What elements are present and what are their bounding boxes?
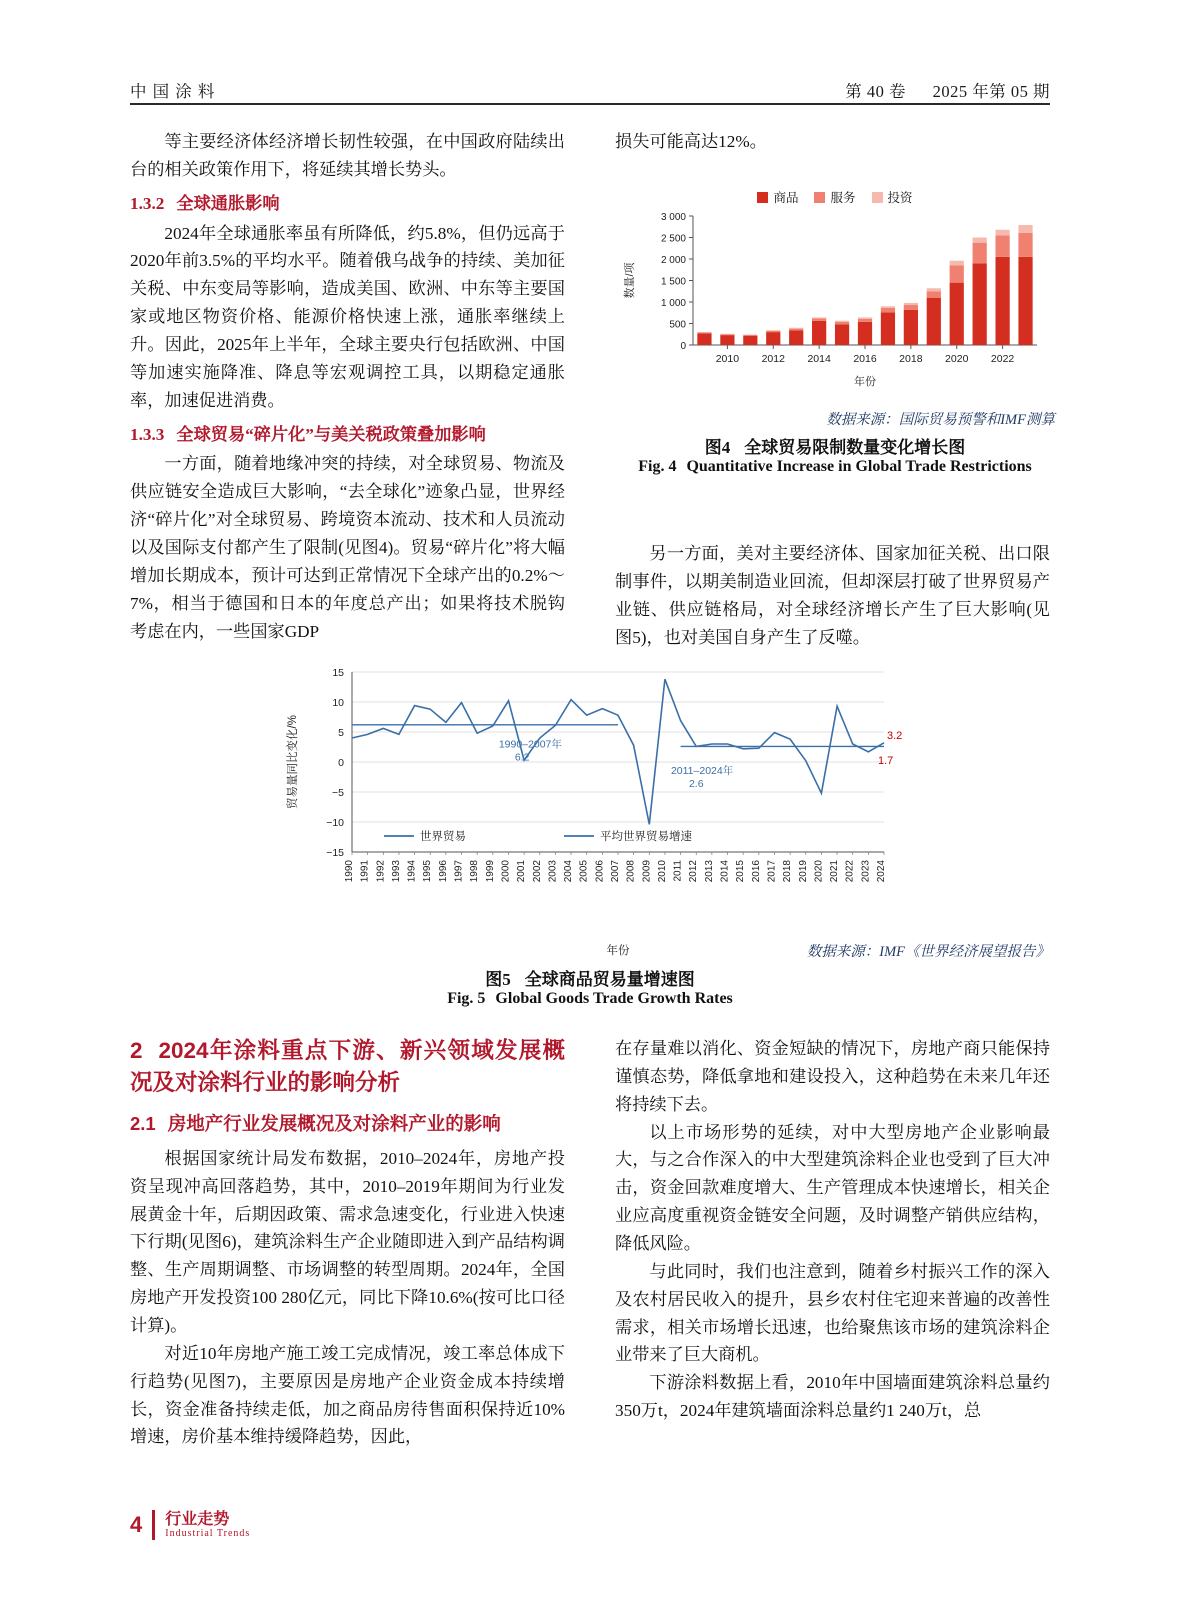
issue-info: [823, 78, 1050, 102]
legend-item-goods: [757, 188, 798, 206]
paragraph: 另一方面，美对主要经济体、国家加征关税、出口限制事件，以期美制造业回流，但却深层打破了世界贸易产业链、供应链格局，对全球经济增长产生了巨大影响(见图5)，也对美国自身产生了反噬。: [615, 544, 1050, 647]
svg-text:年份: 年份: [854, 376, 876, 388]
legend-label: 投资: [887, 191, 913, 205]
svg-text:2020: 2020: [813, 860, 825, 883]
svg-text:2012: 2012: [761, 353, 785, 365]
volume-label: 第 40 卷: [845, 82, 906, 101]
paragraph: 损失可能高达12%。: [615, 132, 767, 151]
svg-text:2014: 2014: [807, 353, 831, 365]
svg-text:1995: 1995: [422, 860, 434, 883]
svg-text:3 000: 3 000: [660, 212, 686, 223]
svg-text:2000: 2000: [500, 860, 512, 883]
paragraph: 下游涂料数据上看，2010年中国墙面建筑涂料总量约350万t，2024年建筑墙面涂料总量约1 240万t，总: [615, 1373, 1050, 1421]
svg-text:2010: 2010: [656, 860, 668, 883]
figure-5-svg: [280, 660, 920, 960]
svg-text:1996: 1996: [437, 860, 449, 883]
figure-4-caption-en: [615, 458, 1055, 476]
figure-4-title-en: Quantitative Increase in Global Trade Restrictions: [686, 458, 1032, 475]
svg-text:2020: 2020: [945, 353, 969, 365]
svg-text:500: 500: [669, 319, 686, 331]
legend-swatch-icon: [757, 192, 768, 203]
svg-text:2011–2024年: 2011–2024年: [670, 765, 734, 777]
svg-text:2015: 2015: [735, 860, 747, 883]
paragraph: 等主要经济体经济增长韧性较强，在中国政府陆续出台的相关政策作用下，将延续其增长势头。: [130, 132, 565, 179]
svg-text:2.6: 2.6: [688, 778, 704, 790]
figure-5-caption-block: [130, 940, 1050, 1008]
legend-item-investment: [872, 188, 913, 206]
figure-5-title-en: Global Goods Trade Growth Rates: [495, 990, 733, 1007]
figure-5-chart: [280, 660, 920, 960]
figure-5-label-en: Fig. 5: [447, 990, 486, 1007]
svg-text:年份: 年份: [606, 945, 630, 957]
left-column-lower: [130, 1035, 565, 1451]
svg-text:5: 5: [338, 727, 344, 739]
heading-text: 全球贸易“碎片化”与美关税政策叠加影响: [176, 424, 486, 444]
svg-text:−10: −10: [326, 817, 344, 829]
footer-rule: [152, 1510, 155, 1540]
svg-text:0: 0: [338, 757, 344, 769]
svg-text:2013: 2013: [703, 860, 715, 883]
heading-number: 1.3.3: [130, 424, 165, 444]
figure-5-label-cn: 图5: [485, 970, 511, 989]
svg-text:2005: 2005: [578, 860, 590, 883]
figure-5-caption-cn: [130, 965, 1050, 990]
subsection-title: 房地产行业发展概况及对涂料产业的影响: [167, 1112, 501, 1134]
heading-1-3-2: [130, 190, 565, 218]
svg-text:3.2: 3.2: [887, 729, 903, 742]
figure-4-svg: [615, 206, 1055, 391]
svg-text:2019: 2019: [797, 860, 809, 883]
svg-text:2014: 2014: [719, 860, 731, 883]
svg-text:2023: 2023: [860, 860, 872, 883]
svg-text:−15: −15: [326, 847, 344, 859]
figure-4-source: 数据来源：国际贸易预警和IMF测算: [826, 412, 1055, 428]
svg-text:2021: 2021: [829, 860, 841, 883]
left-column-upper: [130, 128, 565, 645]
svg-text:2003: 2003: [547, 860, 559, 883]
paragraph: 与此同时，我们也注意到，随着乡村振兴工作的深入及农村居民收入的提升，县乡农村住宅迎来普遍的改善性需求，相关市场增长迅速，也给聚焦该市场的建筑涂料企业带来了巨大商机。: [615, 1261, 1050, 1365]
right-column-top: [615, 128, 1050, 156]
svg-text:2011: 2011: [672, 860, 684, 882]
svg-text:数量/项: 数量/项: [624, 262, 636, 299]
svg-text:10: 10: [332, 697, 344, 709]
svg-text:2012: 2012: [688, 860, 700, 883]
svg-text:2024: 2024: [876, 860, 887, 883]
svg-text:1 500: 1 500: [660, 276, 686, 288]
paragraph: 2024年全球通胀率虽有所降低，约5.8%，但仍远高于2020年前3.5%的平均水平。随着俄乌战争的持续、美加征关税、中东变局等影响，造成美国、欧洲、中东等主要国家或地区物资价格、能源价格快速上涨，通胀率继续上升。因此，2025年上半年，全球主要央行包括欧洲、中国等加速实施降准、降息等宏观调控工具，以期稳定通胀率，加速促进消费。: [130, 223, 565, 410]
svg-text:2006: 2006: [594, 860, 606, 883]
svg-text:2017: 2017: [766, 860, 778, 883]
svg-text:世界贸易: 世界贸易: [420, 831, 466, 843]
svg-text:1997: 1997: [453, 860, 465, 883]
figure-4-chart: [615, 188, 1055, 398]
right-column-mid: [615, 540, 1050, 651]
svg-text:1994: 1994: [406, 860, 418, 883]
paragraph: 以上市场形势的延续，对中大型房地产企业影响最大，与之合作深入的中大型建筑涂料企业也受到了巨大冲击，资金回款难度增大、生产管理成本快速增长，相关企业应高度重视资金链安全问题，及时调整产销供应结构，降低风险。: [615, 1122, 1050, 1254]
svg-text:1999: 1999: [484, 860, 496, 883]
paragraph: 对近10年房地产施工竣工完成情况，竣工率总体成下行趋势(见图7)，主要原因是房地产企业资金成本持续增长，资金准备持续走低，加之商品房待售面积保持近10%增速，房价基本维持缓降趋势，因此，: [130, 1343, 565, 1447]
legend-label: 商品: [773, 191, 799, 205]
heading-1-3-3: [130, 421, 565, 449]
svg-text:2022: 2022: [844, 860, 856, 883]
section-2-heading: [130, 1035, 565, 1099]
paragraph: 根据国家统计局发布数据，2010–2024年，房地产投资呈现冲高回落趋势，其中，2010–2019年期间为行业发展黄金十年，后期因政策、需求急速变化，行业进入快速下行期(见图6)，建筑涂料生产企业随即进入到产品结构调整、生产周期调整、市场调整的转型周期。2024年，全国房地产开发投资100 280亿元，同比下降10.6%(按可比口径计算)。: [130, 1148, 565, 1335]
svg-text:1990–2007年: 1990–2007年: [498, 738, 562, 751]
footer-label-en: Industrial Trends: [165, 1528, 251, 1540]
heading-number: 1.3.2: [130, 193, 165, 213]
running-head: [130, 78, 1050, 102]
figure-4-label-en: Fig. 4: [638, 458, 677, 475]
svg-text:2018: 2018: [782, 860, 794, 883]
figure-5-title-cn: 全球商品贸易量增速图: [524, 970, 695, 989]
svg-text:1991: 1991: [359, 860, 371, 883]
svg-text:1990: 1990: [344, 860, 355, 883]
svg-text:2007: 2007: [610, 860, 621, 883]
svg-text:平均世界贸易增速: 平均世界贸易增速: [600, 831, 692, 843]
legend-swatch-icon: [814, 192, 825, 203]
svg-text:−5: −5: [332, 787, 344, 799]
svg-text:1998: 1998: [469, 860, 481, 883]
subsection-number: 2.1: [130, 1112, 156, 1134]
heading-text: 全球通胀影响: [176, 193, 280, 213]
svg-text:2010: 2010: [715, 353, 740, 365]
legend-item-services: [814, 188, 855, 206]
page-footer: [130, 1510, 250, 1540]
svg-text:2018: 2018: [899, 353, 923, 365]
figure-5-caption-en: [130, 990, 1050, 1008]
svg-text:2009: 2009: [641, 860, 653, 883]
svg-text:1 000: 1 000: [660, 298, 686, 309]
page-number: 4: [130, 1512, 143, 1537]
figure-4-title-cn: 全球贸易限制数量变化增长图: [744, 438, 966, 457]
header-divider: [130, 103, 1050, 105]
right-column-lower: [615, 1035, 1050, 1425]
svg-text:6.2: 6.2: [514, 751, 530, 764]
figure-4-caption-block: [615, 408, 1055, 476]
svg-text:15: 15: [332, 667, 344, 679]
legend-swatch-icon: [872, 192, 883, 203]
svg-text:2004: 2004: [563, 860, 575, 883]
svg-text:2002: 2002: [531, 860, 543, 883]
issue-label: 2025 年第 05 期: [932, 82, 1050, 101]
figure-4-label-cn: 图4: [704, 438, 731, 457]
paragraph: 一方面，随着地缘冲突的持续，对全球贸易、物流及供应链安全造成巨大影响，“去全球化”迹象凸显，世界经济“碎片化”对全球贸易、跨境资本流动、技术和人员流动以及国际支付都产生了限制(见图4)。贸易“碎片化”将大幅增加长期成本，预计可达到正常情况下全球产出的0.2%～7%，相当于德国和日本的年度总产出；如果将技术脱钩考虑在内，一些国家GDP: [130, 454, 565, 641]
svg-text:0: 0: [680, 341, 686, 352]
svg-text:1992: 1992: [375, 860, 387, 883]
svg-text:2016: 2016: [750, 860, 762, 883]
footer-label-cn: 行业走势: [165, 1510, 230, 1528]
section-2-1-heading: [130, 1109, 565, 1139]
section-title: 2024年涂料重点下游、新兴领域发展概况及对涂料行业的影响分析: [130, 1038, 565, 1095]
section-number: 2: [130, 1038, 143, 1063]
journal-name: 中 国 涂 料: [130, 82, 216, 101]
svg-text:2022: 2022: [990, 353, 1015, 365]
svg-text:2001: 2001: [516, 860, 528, 883]
figure-4-legend: [615, 188, 1055, 206]
figure-5-source: 数据来源：IMF《世界经济展望报告》: [806, 944, 1050, 960]
legend-label: 服务: [830, 191, 856, 205]
svg-text:贸易量同比变化/%: 贸易量同比变化/%: [287, 715, 299, 809]
paragraph: 在存量难以消化、资金短缺的情况下，房地产商只能保持谨慎态势，降低拿地和建设投入，这种趋势在未来几年还将持续下去。: [615, 1039, 1050, 1114]
svg-text:1993: 1993: [390, 860, 402, 883]
svg-text:2016: 2016: [853, 353, 877, 365]
svg-text:2 500: 2 500: [660, 233, 686, 245]
figure-4-caption-cn: [615, 433, 1055, 458]
svg-text:2 000: 2 000: [660, 255, 686, 266]
svg-text:2008: 2008: [625, 860, 637, 883]
svg-text:1.7: 1.7: [878, 754, 894, 767]
